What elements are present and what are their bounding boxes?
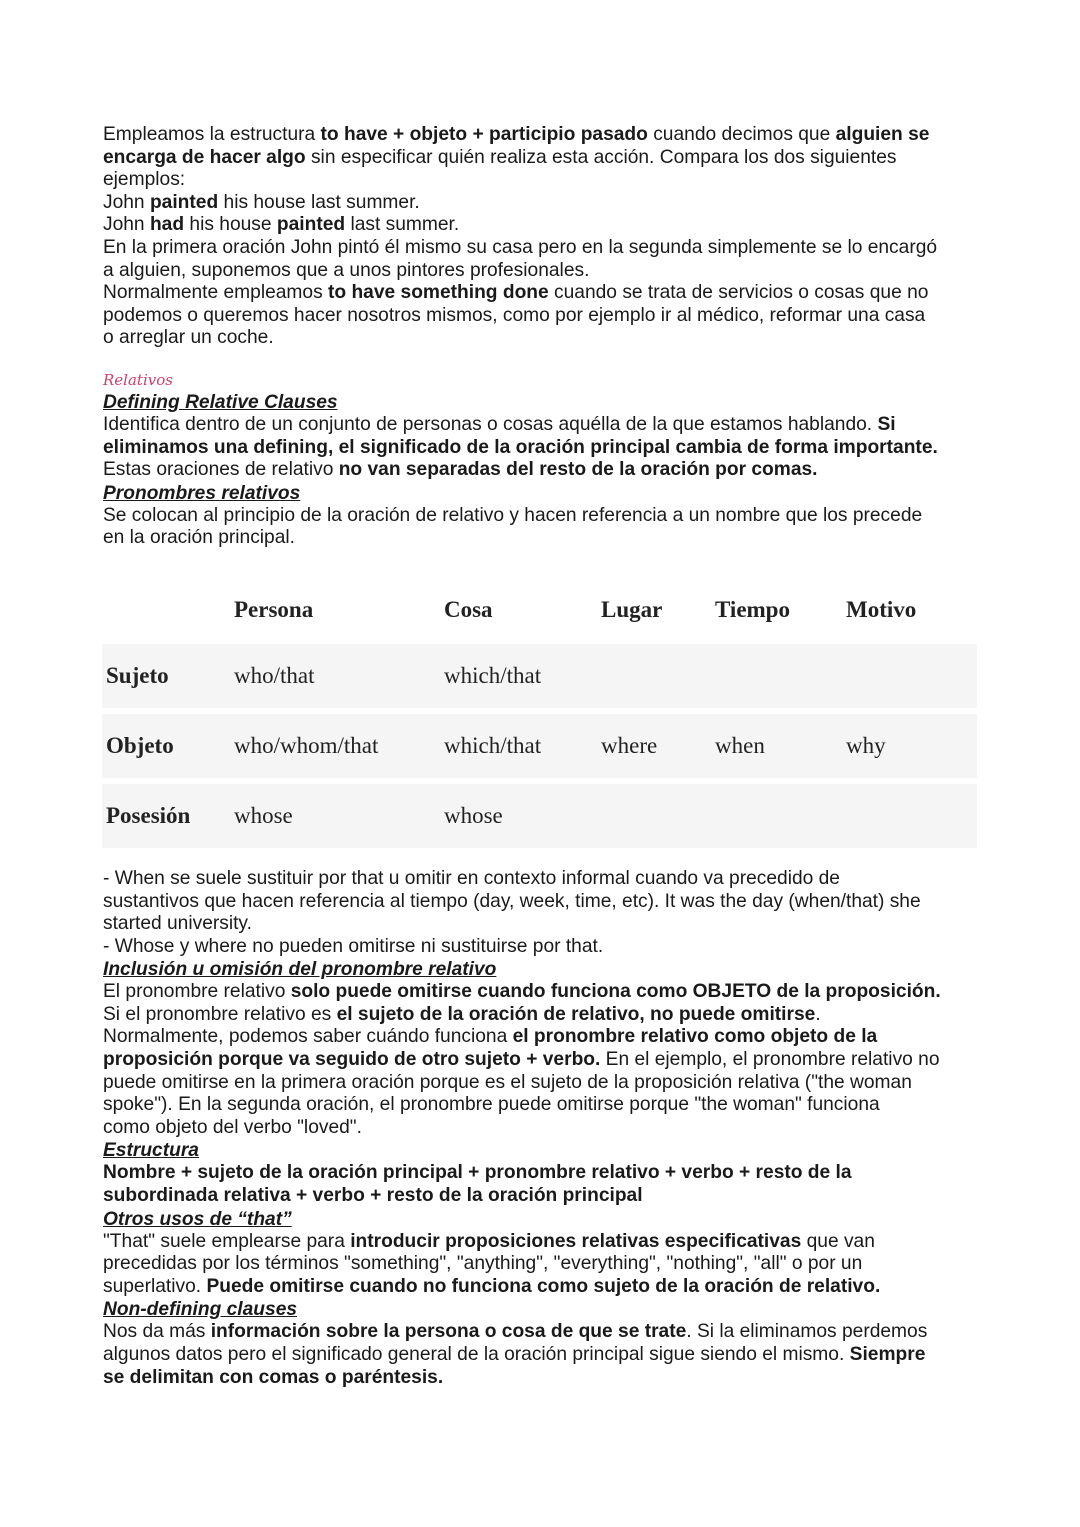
table-row-header: Objeto	[102, 711, 230, 781]
defining-paragraph: Identifica dentro de un conjunto de personas o cosas aquélla de la que estamos hablando. Si eliminamos una defining, el significado de la oración principal cambia de forma importante. Estas oraciones de relativo no van separadas del resto de la oración por comas.	[103, 413, 938, 481]
heading-inclusion-omision: Inclusión u omisión del pronombre relativo	[103, 959, 497, 981]
example-2: John had his house painted last summer.	[103, 214, 460, 236]
table-row	[102, 711, 977, 781]
relative-pronouns-table	[102, 582, 977, 848]
heading-otros-usos-that: Otros usos de “that”	[103, 1208, 292, 1230]
heading-defining-relative-clauses: Defining Relative Clauses	[103, 391, 338, 413]
intro-paragraph: Empleamos la estructura to have + objeto + participio pasado cuando decimos que alguien se encarga de hacer algo sin especificar quién realiza esta acción. Compara los dos siguientes ejemplos: John painted his house last summer. John had his house painted last summer. En la primera oración John pintó él mismo su casa pero en la segunda simplemente se lo encargó a alguien, suponemos que a unos pintores profesionales. Normalmente empleamos to have something done cuando se trata de servicios o cosas que no podemos o queremos hacer nosotros mismos, como por ejemplo ir al médico, reformar una casa o arreglar un coche.	[103, 124, 983, 350]
table-row	[102, 641, 977, 711]
pronombres-paragraph: Se colocan al principio de la oración de relativo y hacen referencia a un nombre que los precede en la oración principal.	[103, 504, 923, 549]
table-cell	[842, 781, 977, 848]
section-tag-relativos: Relativos	[103, 370, 173, 389]
table-cell: which/that	[440, 711, 597, 781]
heading-pronombres-relativos: Pronombres relativos	[103, 482, 301, 504]
table-cell: whose	[230, 781, 440, 848]
table-row	[102, 781, 977, 848]
table-cell: where	[597, 711, 711, 781]
table-header-cell: Lugar	[597, 582, 711, 641]
example-1: John painted his house last summer.	[103, 191, 420, 213]
table-header-cell: Tiempo	[711, 582, 842, 641]
table-cell	[711, 641, 842, 711]
table-cell: which/that	[440, 641, 597, 711]
table-header-row	[102, 582, 977, 641]
table-cell	[597, 641, 711, 711]
table-cell	[842, 641, 977, 711]
table-header-cell: Cosa	[440, 582, 597, 641]
table-cell: why	[842, 711, 977, 781]
heading-estructura: Estructura	[103, 1140, 199, 1162]
table-cell: when	[711, 711, 842, 781]
table-cell	[711, 781, 842, 848]
notes-section: - When se suele sustituir por that u omitir en contexto informal cuando va precedido de sustantivos que hacen referencia al tiempo (day, week, time, etc). It was the day (when/that) she started university. - Whose y where no pueden omitirse ni sustituirse por that. Inclusión u omisión del pronombre relativo El pronombre relativo solo puede omitirse cuando funciona como OBJETO de la proposición. Si el pronombre relativo es el sujeto de la oración de relativo, no puede omitirse. Normalmente, podemos saber cuándo funciona el pronombre relativo como objeto de la proposición porque va seguido de otro sujeto + verbo. En el ejemplo, el pronombre relativo no puede omitirse en la primera oración porque es el sujeto de la proposición relativa ("the woman spoke"). En la segunda oración, el pronombre puede omitirse porque "the woman" funciona como objeto del verbo "loved". Estructura Nombre + sujeto de la oración principal + pronombre relativo + verbo + resto de la subordinada relativa + verbo + resto de la oración principal Otros usos de “that” "That" suele emplearse para introducir proposiciones relativas especificativas que van precedidas por los términos "something", "anything", "everything", "nothing", "all" o por un superlativo. Puede omitirse cuando no funciona como sujeto de la oración de relativo. Non-defining clauses Nos da más información sobre la persona o cosa de que se trate. Si la eliminamos perdemos algunos datos pero el significado general de la oración principal sigue siendo el mismo. Siempre se delimitan con comas o paréntesis.	[103, 868, 983, 1389]
table-cell	[597, 781, 711, 848]
table-header-cell: Persona	[230, 582, 440, 641]
table-cell: who/whom/that	[230, 711, 440, 781]
table-cell: whose	[440, 781, 597, 848]
document-page	[103, 124, 983, 1389]
table-header-cell: Motivo	[842, 582, 977, 641]
heading-non-defining-clauses: Non-defining clauses	[103, 1299, 298, 1321]
table-cell: who/that	[230, 641, 440, 711]
table-row-header: Sujeto	[102, 641, 230, 711]
table-header-cell	[102, 582, 230, 641]
table-row-header: Posesión	[102, 781, 230, 848]
